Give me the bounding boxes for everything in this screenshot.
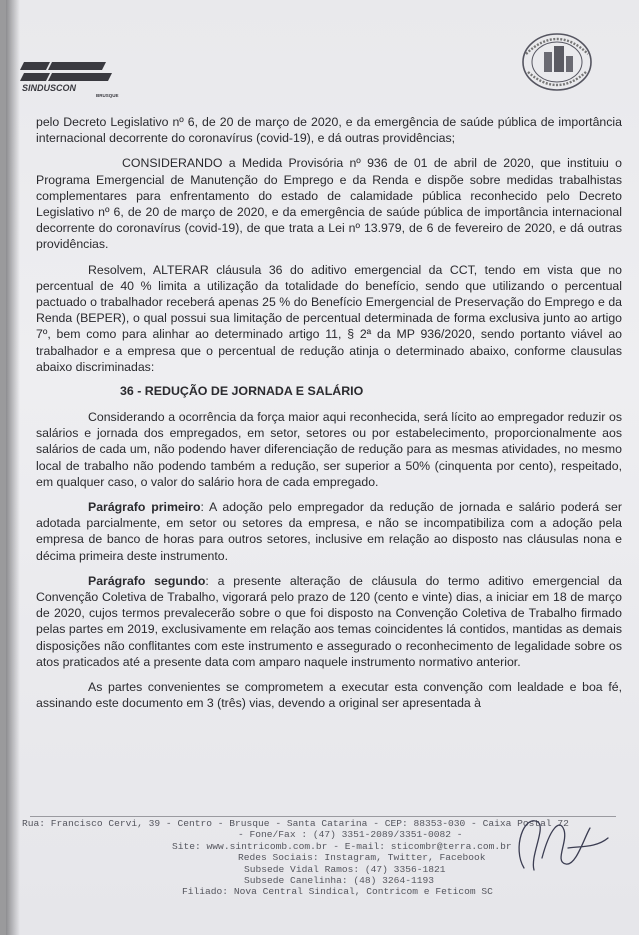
footer-site-email: Site: www.sintricomb.com.br - E-mail: sticombr@terra.com.br xyxy=(172,840,512,852)
paragraph-considerando: CONSIDERANDO a Medida Provisória nº 936 de 01 de abril de 2020, que instituiu o Programa Emergencial de Manutenção do Emprego e da Renda e dispõe sobre medidas trabalhistas complementares para enfrentamento do estado de calamidade pública reconhecido pelo Decreto Legislativo nº 6, de 20 de março de 2020, e da emergência de saúde pública de importância internacional decorrente do coronavírus (covid-19), de que trata a Lei nº 13.979, de 6 de fevereiro de 2020, e dá outras providências. xyxy=(36,156,622,252)
paragraph-segundo-label: Parágrafo segundo xyxy=(88,573,206,588)
footer-subsede-vidal: Subsede Vidal Ramos: (47) 3356-1821 xyxy=(244,863,446,875)
paragraph-primeiro-text: : A adoção pelo empregador da redução de jornada e salário poderá ser adotada parcialmente, em setor ou setores da empresa, e não se incompatibiliza com a adoção pela empresa de banco de horas para outros setores, inclusive em relação ao disposto nas cláusulas nona e décima primeira deste instrumento. xyxy=(36,500,622,563)
union-seal-logo xyxy=(516,28,598,96)
clause-heading: 36 - REDUÇÃO DE JORNADA E SALÁRIO xyxy=(120,384,364,399)
footer-social: Redes Sociais: Instagram, Twitter, Facebook xyxy=(238,852,486,864)
footer-street: Rua: Francisco Cervi, 39 - Centro - Brusque - Santa Catarina - CEP: 88353-030 - Caixa Postal 72 xyxy=(22,818,569,829)
paragraph-closing: As partes convenientes se comprometem a executar esta convenção com lealdade e boa fé, assinando este documento em 3 (três) vias, devendo a original ser apresentada à xyxy=(36,680,622,711)
paragraph-primeiro-label: Parágrafo primeiro xyxy=(88,500,201,515)
handwritten-signature xyxy=(504,808,614,878)
paragraph-clause-body: Considerando a ocorrência da força maior aqui reconhecida, será lícito ao empregador reduzir os salários e jornada dos empregados, em setor, setores ou por estabelecimento, proporcionalmente aos salários de cada um, não podendo haver diferenciação de redução para as mesmas atividades, no mesmo local de trabalho não podendo também a redução, ser superior a 50% (cinquenta por cento), respeitado, em qualquer caso, o valor do salário hora de cada empregado. xyxy=(36,410,622,489)
paragraph-primeiro xyxy=(36,499,622,564)
footer-phone: - Fone/Fax : (47) 3351-2089/3351-0082 - xyxy=(238,829,463,841)
document-body xyxy=(36,114,622,721)
document-page xyxy=(6,0,639,935)
paragraph-decree: pelo Decreto Legislativo nº 6, de 20 de março de 2020, e da emergência de saúde pública de importância internacional decorrente do coronavírus (covid-19), e dá outras providências; xyxy=(36,115,622,146)
paragraph-segundo xyxy=(36,573,622,670)
page-edge-shadow xyxy=(6,0,20,935)
paragraph-segundo-text: : a presente alteração de cláusula do termo aditivo emergencial da Convenção Coletiva de Trabalho, vigorará pelo prazo de 120 (cento e vinte) dias, a iniciar em 18 de março de 2020, cujos termos prevalecerão sobre o que foi disposto na Convenção Coletiva de Trabalho firmado pelas partes em 2019, exclusivamente em relação aos temas coincidentes lá contidos, mantidas as demais disposições não conflitantes com este instrumento e assegurado o reconhecimento de legalidade sobre os atos praticados até a presente data com amparo naquele instrumento normativo anterior. xyxy=(36,573,622,669)
paragraph-resolvem: Resolvem, ALTERAR cláusula 36 do aditivo emergencial da CCT, tendo em vista que no percentual de 40 % limita a utilização da totalidade do benefício, sendo que utilizando o percentual pactuado o trabalhador receberá apenas 25 % do Benefício Emergencial de Preservação do Emprego e da Renda (BEPER), o qual possui sua limitação de percentual determinada de forma exclusiva junto ao artigo 7º, bem como para alinhar ao determinado artigo 11, § 2ª da MP 936/2020, sendo portanto viável ao trabalhador e a empresa que o percentual de redução atinja o determinado abaixo, conforme clausulas abaixo discriminadas: xyxy=(36,262,622,374)
footer-subsede-canelinha: Subsede Canelinha: (48) 3264-1193 xyxy=(244,875,434,887)
logo-name: SINDUSCON xyxy=(22,83,77,93)
sinduscon-logo xyxy=(20,58,130,98)
logo-sub: BRUSQUE xyxy=(96,93,119,98)
footer-affiliation: Filiado: Nova Central Sindical, Contricom e Feticom SC xyxy=(182,886,493,898)
